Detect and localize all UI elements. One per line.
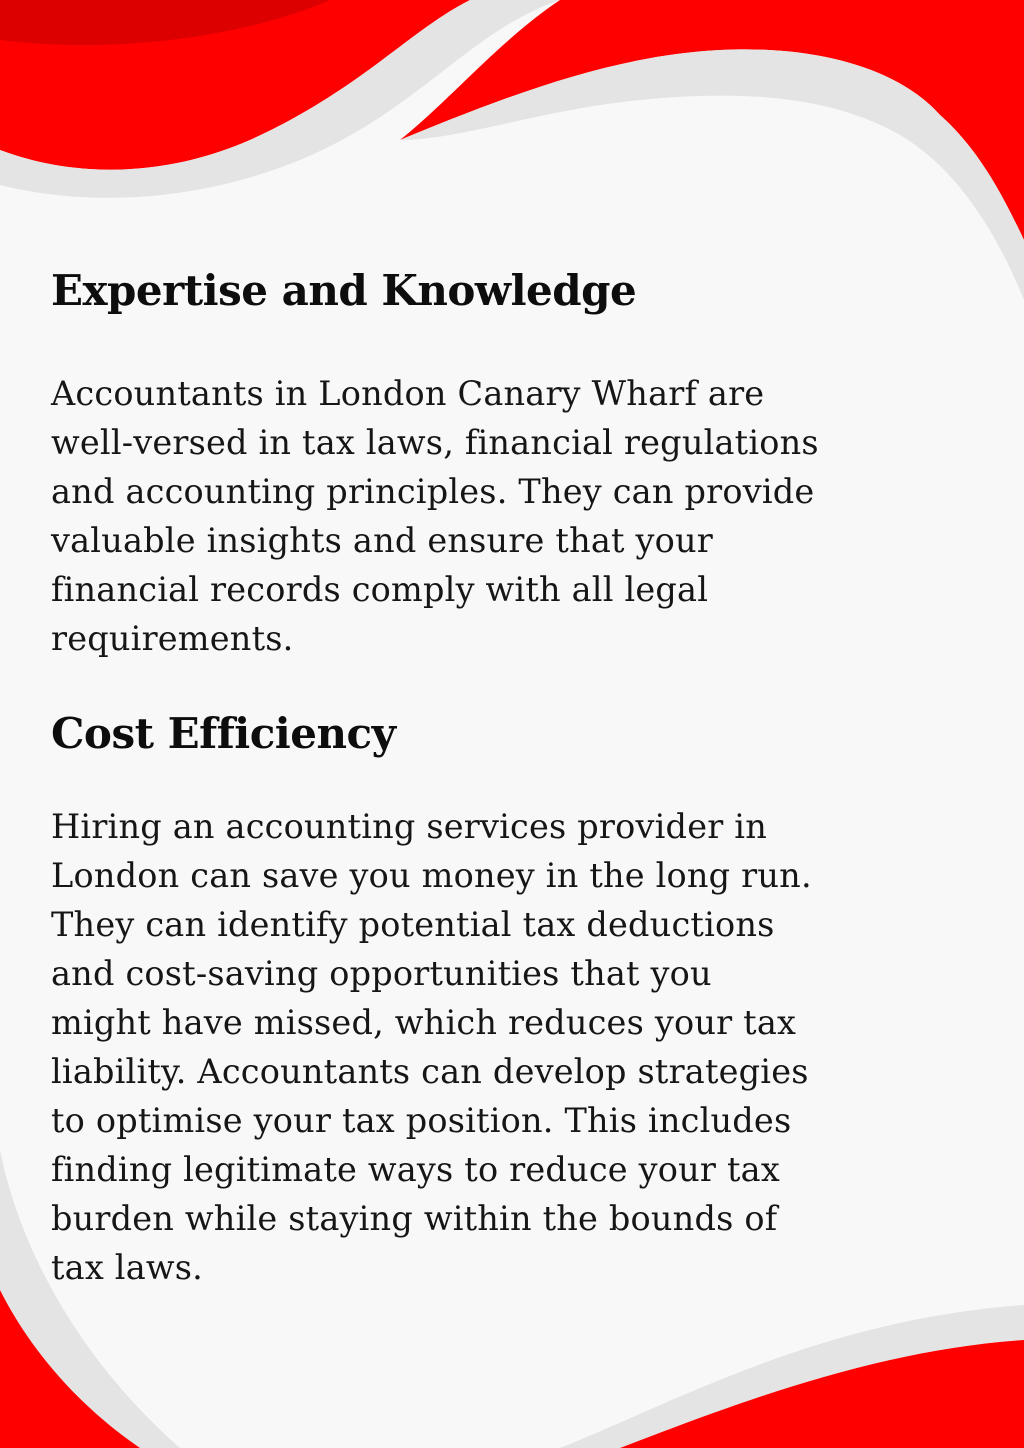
text-line: requirements.	[51, 619, 294, 658]
text-line: burden while staying within the bounds of	[51, 1199, 778, 1238]
text-line: London can save you money in the long run.	[51, 856, 812, 895]
text-line: and accounting principles. They can provide	[51, 472, 815, 511]
text-line: tax laws.	[51, 1248, 203, 1287]
text-line: Accountants in London Canary Wharf are	[51, 374, 765, 413]
section-heading-cost-efficiency: Cost Efficiency	[51, 709, 396, 758]
section-heading-expertise: Expertise and Knowledge	[51, 266, 637, 315]
text-line: financial records comply with all legal	[51, 570, 709, 609]
text-line: Hiring an accounting services provider in	[51, 807, 767, 846]
text-line: well-versed in tax laws, financial regulations	[51, 423, 819, 462]
text-line: and cost-saving opportunities that you	[51, 954, 712, 993]
section-body-cost-efficiency	[51, 802, 931, 1292]
article-content	[51, 258, 931, 1292]
text-line: liability. Accountants can develop strategies	[51, 1052, 809, 1091]
text-line: They can identify potential tax deductions	[51, 905, 775, 944]
text-line: finding legitimate ways to reduce your tax	[51, 1150, 780, 1189]
text-line: to optimise your tax position. This includes	[51, 1101, 792, 1140]
text-line: valuable insights and ensure that your	[51, 521, 714, 560]
text-line: might have missed, which reduces your tax	[51, 1003, 797, 1042]
section-body-expertise	[51, 369, 931, 663]
